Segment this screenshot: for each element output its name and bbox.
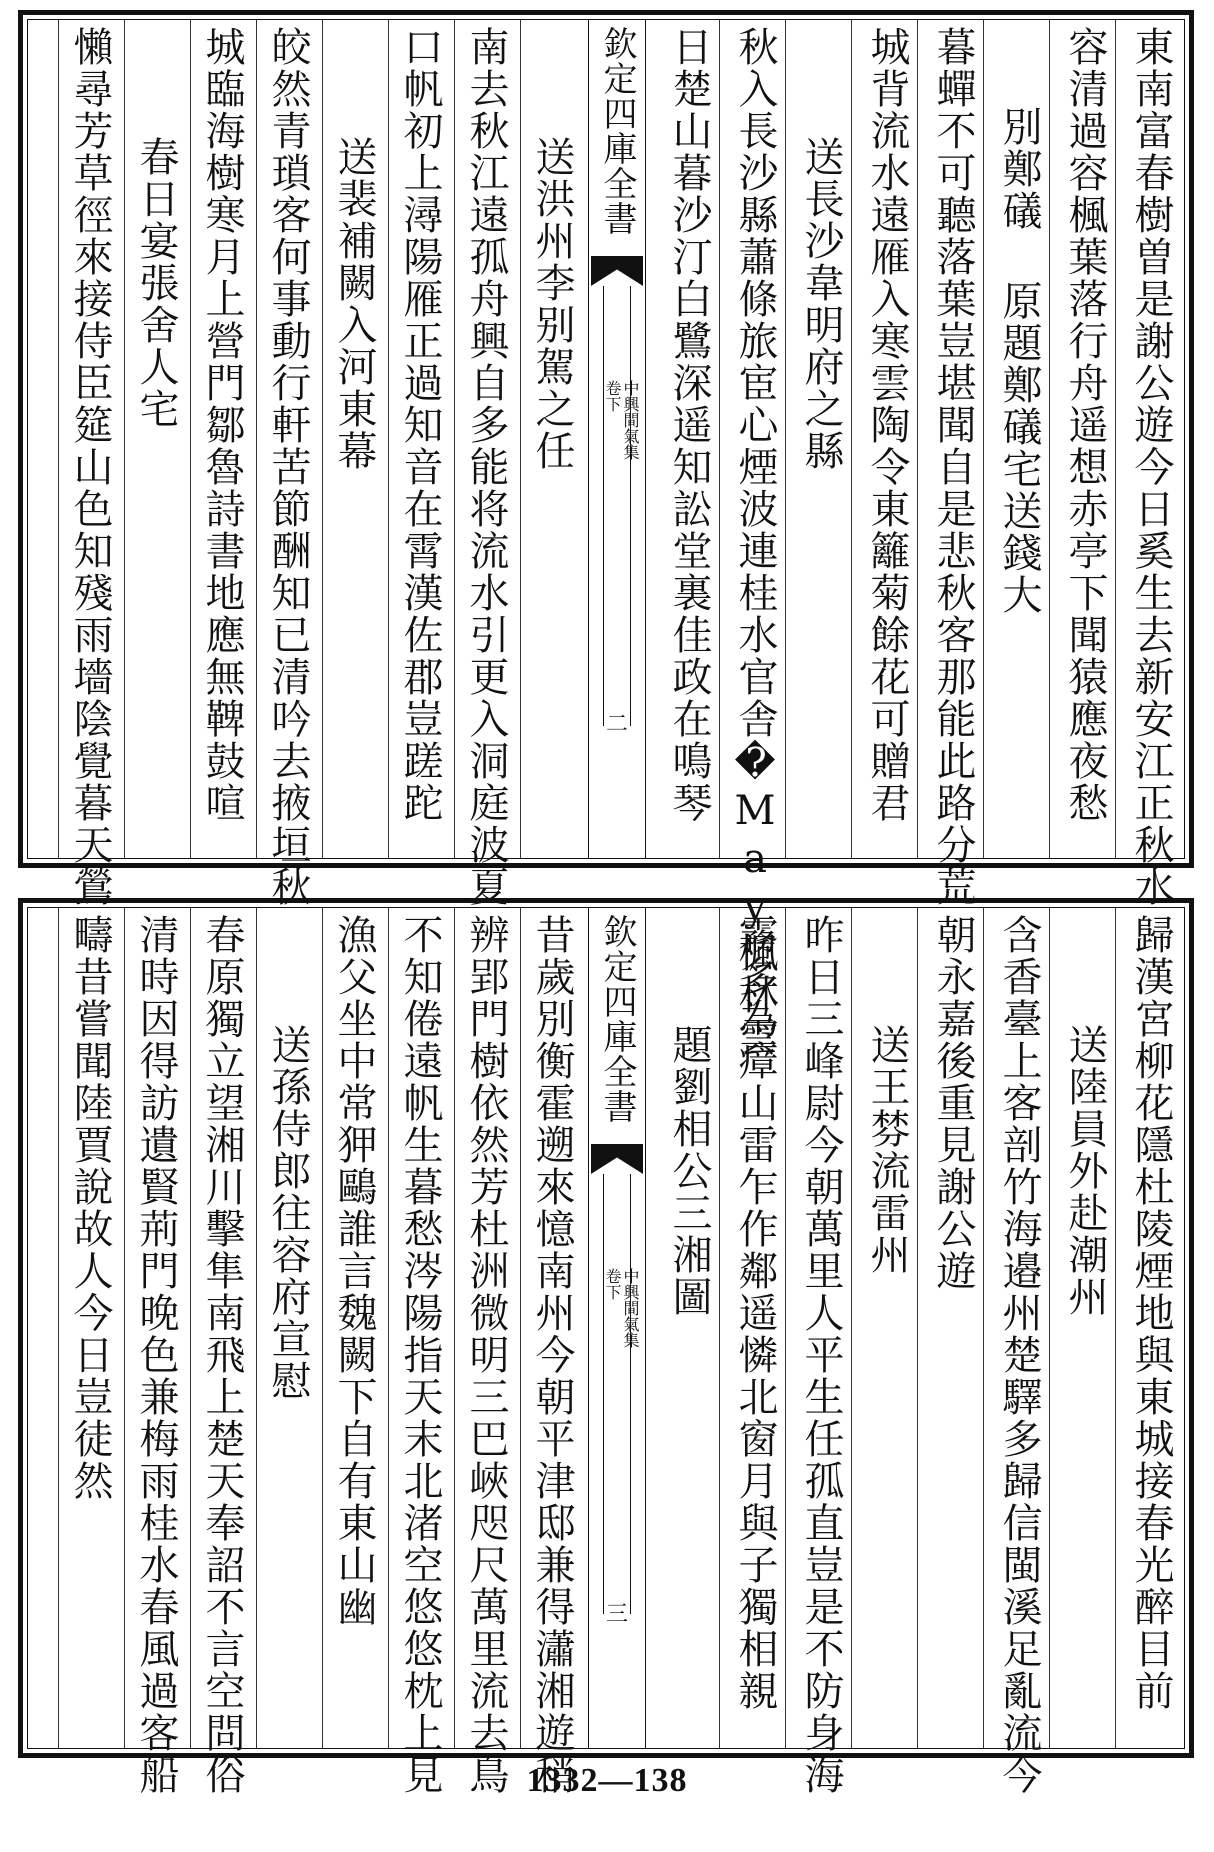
fish-tail-mark bbox=[591, 1144, 643, 1174]
text-column: 口帆初上潯陽雁正過知音在霄漢佐郡豈蹉跎 bbox=[397, 26, 443, 824]
text-column: 日楚山暮沙汀白鷺深遥知訟堂裏佳政在鳴琴 bbox=[666, 26, 712, 824]
book-title: 中興間氣集 bbox=[621, 380, 640, 460]
text-column: 春原獨立望湘川擊隼南飛上楚天奉詔不言空問俗 bbox=[199, 914, 245, 1796]
book-title: 中興間氣集 bbox=[621, 1268, 640, 1348]
text-column: 昨日三峰尉今朝萬里人平生任孤直豈是不防身海 bbox=[798, 914, 844, 1796]
page-number: 二 bbox=[605, 712, 628, 737]
title-column: 送孫侍郎往容府宣慰 bbox=[265, 1024, 311, 1402]
text-column: 容清過容楓葉落行舟遥想赤亭下聞猿應夜愁 bbox=[1062, 26, 1108, 824]
page-number: 三 bbox=[605, 1602, 628, 1627]
text-column: 秋入長沙縣蕭條旅宦心煙波連桂水官舎�May楓林雲 bbox=[732, 26, 778, 1058]
title-column: 別鄭礒 原題鄭礒宅送錢大 bbox=[996, 106, 1042, 616]
volume-label: 卷下 bbox=[603, 380, 622, 412]
text-column: 南去秋江遠孤舟興自多能将流水引更入洞庭波夏 bbox=[463, 26, 509, 908]
top-page bbox=[18, 10, 1194, 1058]
title-column: 送王棼流雷州 bbox=[864, 1024, 910, 1276]
volume-label: 卷下 bbox=[603, 1268, 622, 1300]
text-column: 東南富春樹曽是謝公遊今日奚生去新安江正秋水 bbox=[1128, 26, 1174, 908]
library-title: 欽定四庫全書 bbox=[597, 26, 637, 236]
title-column: 送裴補闕入河東幕 bbox=[331, 136, 377, 472]
text-column: 歸漢宮柳花隱杜陵煙地與東城接春光醉目前 bbox=[1128, 914, 1174, 1712]
text-column: 懶尋芳草徑來接侍臣筵山色知殘雨墻陰覺暮天鶯 bbox=[67, 26, 113, 908]
text-column: 辨郢門樹依然芳杜洲微明三巴峽咫尺萬里流去鳥 bbox=[463, 914, 509, 1796]
text-column: 含香臺上客剖竹海邉州楚驛多歸信閩溪足亂流今 bbox=[996, 914, 1042, 1796]
center-fold bbox=[588, 908, 646, 1748]
text-column: 昔歲別衡霍遡來憶南州今朝平津邸兼得瀟湘遊稍 bbox=[529, 914, 575, 1796]
text-column: 清時因得訪遺賢荊門晚色兼梅雨桂水春風過客船 bbox=[133, 914, 179, 1796]
library-title: 欽定四庫全書 bbox=[597, 914, 637, 1124]
fish-tail-mark bbox=[591, 256, 643, 286]
text-column: 霧多為瘴山雷乍作鄰遥憐北窗月與子獨相親 bbox=[732, 914, 778, 1712]
text-column: 皎然青瑣客何事動行軒苦節酬知已清吟去掖垣秋 bbox=[265, 26, 311, 908]
title-column: 送長沙韋明府之縣 bbox=[798, 136, 844, 472]
text-column: 疇昔嘗聞陸賈說故人今日豈徒然 bbox=[67, 914, 113, 1502]
center-fold bbox=[588, 20, 646, 858]
title-column: 題劉相公三湘圖 bbox=[666, 1024, 712, 1318]
page-footer-number: 1332—138 bbox=[526, 1762, 688, 1799]
text-column: 朝永嘉後重見謝公遊 bbox=[930, 914, 976, 1292]
text-column: 不知倦遠帆生暮愁涔陽指天末北渚空悠悠枕上見 bbox=[397, 914, 443, 1796]
top-page-frame bbox=[27, 19, 1185, 1058]
title-column: 送陸員外赴潮州 bbox=[1062, 1024, 1108, 1318]
text-column: 漁父坐中常狎鷗誰言魏闕下自有東山幽 bbox=[331, 914, 377, 1628]
text-column: 城臨海樹寒月上營門鄒魯詩書地應無鞞鼓喧 bbox=[199, 26, 245, 824]
text-column: 暮蟬不可聽落葉豈堪聞自是悲秋客那能此路分荒 bbox=[930, 26, 976, 908]
title-column: 送洪州李别駕之任 bbox=[529, 136, 575, 472]
text-column: 城背流水遠雁入寒雲陶令東籬菊餘花可贈君 bbox=[864, 26, 910, 824]
title-column: 春日宴張舍人宅 bbox=[133, 136, 179, 430]
